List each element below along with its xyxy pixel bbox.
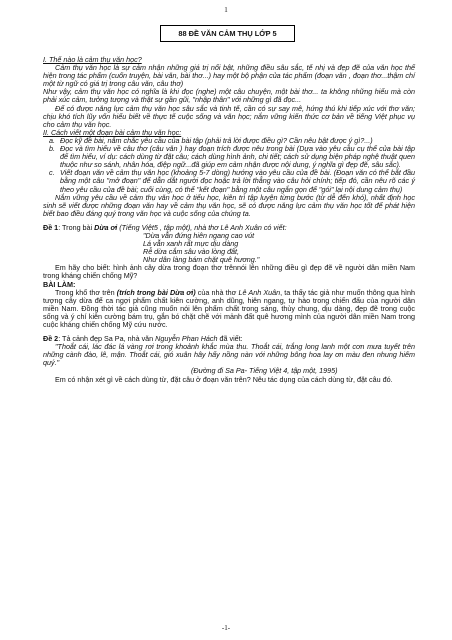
list-item bbox=[43, 145, 415, 169]
exercise-2-author: Nguyễn Phan Hách bbox=[155, 334, 218, 344]
exercise-1-answer-heading: BÀI LÀM: bbox=[43, 279, 76, 289]
document-title: 88 ĐỀ VĂN CẢM THỤ LỚP 5 bbox=[160, 25, 295, 42]
answer-source: (trích trong bài Dừa ơi) bbox=[116, 287, 196, 297]
exercise-1-answer bbox=[43, 289, 415, 329]
list-item-text: Đọc kỹ đề bài, nắm chắc yêu cầu của bài tập (phải trả lời được điều gì? Cần nêu bật được ý gì?...) bbox=[60, 135, 373, 145]
exercise-1-question: Em hãy cho biết: hình ảnh cây dừa trong đoạn thơ trênnói lên những điều gì đẹp đẽ về người dân miền Nam trong kháng chiến chống Mỹ? bbox=[43, 263, 415, 281]
answer-text: , ta thấy tác giả như muốn thông qua hình tượng cây dừa để ca ngợi phẩm chất kiên cường, anh dũng, hiên ngang, tự hào trong chiến đấu của người dân miền Nam. Đồng thời tác giả cũng muốn nói lên phẩm chất trong sáng, thủy chung, dịu dàng, đẹp đẽ trong cuộc sống và ý chí kiên cường bám trụ, gắn bó chặt chẽ với mảnh đất quê hương mình của người dân miền Nam trong cuộc kháng chiến chống Mỹ cứu nước. bbox=[43, 287, 416, 329]
poem-line: Lá vẫn xanh rất mực dịu dàng bbox=[143, 239, 239, 249]
list-item bbox=[43, 169, 415, 193]
exercise-2-intro-text: : Tả cảnh đẹp Sa Pa, nhà văn bbox=[58, 334, 156, 344]
exercise-1-intro-tail: (Tiếng Việt5 , tập một), nhà thơ Lê Anh Xuân có viết: bbox=[117, 222, 287, 232]
answer-text: Trong khổ thơ trên bbox=[55, 287, 117, 297]
exercise-2-source: (Đường đi Sa Pa- Tiếng Việt 4, tập một, 1995) bbox=[191, 366, 338, 376]
exercise-1-poem-title: Dừa ơi bbox=[94, 222, 118, 232]
list-item-text: Đọc và tìm hiểu về câu thơ (câu văn ) hay đoạn trích được nêu trong bài (Dựa vào yêu cầu cụ thể của bài tập để tìm hiểu, ví dụ: cách dùng từ đặt câu; cách dùng hình ảnh, chi tiết; cách sử dụng biện pháp nghệ thuật quen thuộc như so sánh, nhân hóa, điệp ngữ...đã giúp em cảm nhận được nội dung, ý nghĩa gì đẹp đẽ, sâu sắc). bbox=[60, 144, 415, 170]
exercise-2-label: Đề 2 bbox=[43, 334, 59, 344]
list-item-label: c. bbox=[49, 168, 55, 178]
page-number-bottom: -1- bbox=[221, 624, 231, 632]
exercise-1-intro-text: : Trong bài bbox=[58, 222, 95, 232]
exercise-2-intro-tail: đã viết: bbox=[217, 334, 243, 344]
document-body bbox=[43, 56, 415, 384]
poem-line: Rễ dừa cắm sâu vào lòng đất, bbox=[143, 247, 240, 257]
section-1-heading: I. Thế nào là cảm thụ văn học? bbox=[43, 55, 142, 64]
answer-text: của nhà thơ bbox=[195, 287, 239, 297]
page-number-top: 1 bbox=[224, 6, 228, 14]
section-2-closing: Nắm vững yêu cầu về cảm thụ văn học ở tiểu học, kiên trì tập luyện từng bước (từ dễ đến khó), nhất định học sinh sẽ viết được những đoạn văn hay về cảm thụ văn học, sẽ có được năng lực cảm thụ văn học tốt để phát hiện biết bao điều đáng quý trong văn học và cuộc sống của chúng ta. bbox=[43, 192, 415, 218]
list-item-label: b. bbox=[49, 144, 55, 154]
answer-author: Lê Anh Xuân bbox=[238, 287, 281, 297]
exercise-1-poem bbox=[43, 232, 415, 264]
exercise-2-question: Em có nhận xét gì về cách dùng từ, đặt câu ở đoạn văn trên? Nêu tác dụng của cách dùng từ, đặt câu đó. bbox=[55, 374, 393, 384]
exercise-1-label: Đề 1 bbox=[43, 222, 59, 232]
poem-line: Như dân làng bám chặt quê hương." bbox=[143, 255, 260, 265]
section-1-paragraph-1: Cảm thụ văn học là sự cảm nhận những giá trị nổi bật, những điều sâu sắc, tế nhị và đẹp đẽ của văn học thể hiện trong tác phẩm (cuốn truyện, bài văn, bài thơ...) hay một bộ phận của tác phẩm (đoạn văn , đoạn thơ...thậm chí một từ ngữ có giá trị trong câu văn, câu thơ) bbox=[43, 63, 415, 89]
poem-line: "Dừa vẫn đứng hiên ngang cao vút bbox=[143, 230, 255, 240]
section-1-paragraph-3: Để có được năng lực cảm thụ văn học sâu sắc và tinh tế, cần có sự say mê, hứng thú khi tiếp xúc với thơ văn; chịu khó tích lũy vốn hiểu biết về thực tế cuộc sống và văn học; nắm vững kiến thức cơ bản về tiếng Việt phục vụ cho cảm thụ văn học. bbox=[43, 103, 415, 129]
exercise-2-quote: "Thoắt cái, lác đác lá vàng rơi trong khoảnh khắc mùa thu. Thoắt cái, trắng long lanh một cơn mưa tuyết trên những cành đào, lê, mận. Thoắt cái, gió xuân hây hẩy nồng nàn với những bông hoa lay ơn màu đen nhung hiếm quý." bbox=[43, 342, 415, 368]
list-item-label: a. bbox=[49, 135, 55, 145]
section-1-paragraph-2: Như vậy, cảm thụ văn học có nghĩa là khi đọc (nghe) một câu chuyện, một bài thơ... ta không những hiểu mà còn phải xúc cảm, tưởng tượng và thật sự gần gũi, "nhập thân" với những gì đã đọc... bbox=[43, 87, 415, 105]
list-item-text: Viết đoạn văn về cảm thụ văn học (khoảng 5-7 dòng) hướng vào yêu cầu của đề bài. (Đoạn văn có thể bắt đầu bằng một câu "mở đoạn" để dẫn dắt người đọc hoặc trả lời thẳng vào câu hỏi chính; tiếp đó, cần nêu rõ các ý theo yêu cầu của đề bài; cuối cùng, có thể "kết đoạn" bằng một câu ngắn gọn để "gói" lại nội dung cảm thụ) bbox=[60, 168, 415, 194]
section-2-heading: II. Cách viết một đoạn bài cảm thụ văn học: bbox=[43, 127, 182, 137]
